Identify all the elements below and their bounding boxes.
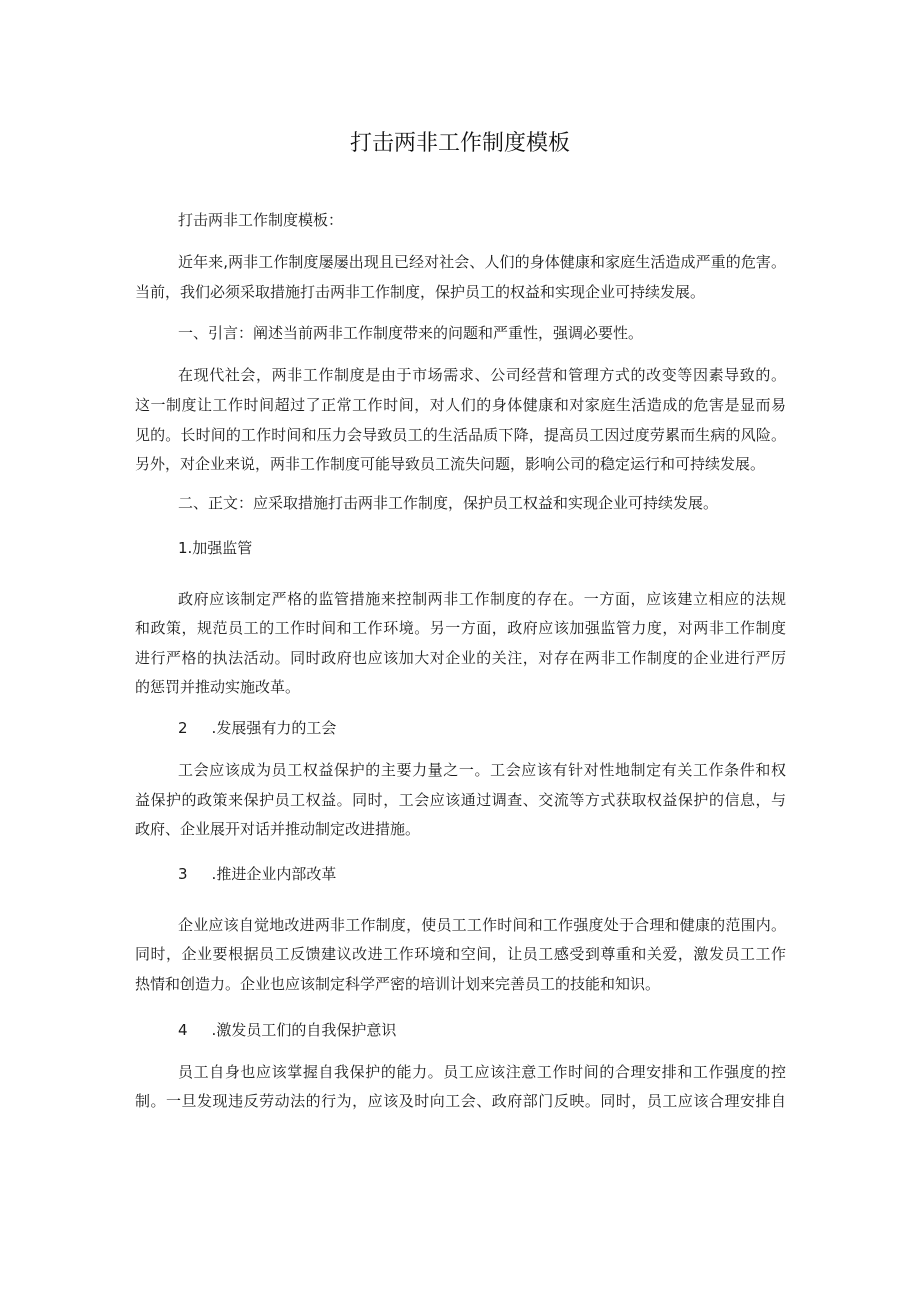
item3-heading bbox=[178, 863, 336, 885]
item1-line-2: 和政策，规范员工的工作时间和工作环境。另一方面，政府应该加强监管力度，对两非工作制度 bbox=[135, 619, 786, 637]
item4-line-1: 员工自身也应该掌握自我保护的能力。员工应该注意工作时间的合理安排和工作强度的控 bbox=[178, 1063, 786, 1081]
item3-line-3: 热情和创造力。企业也应该制定科学严密的培训计划来完善员工的技能和知识。 bbox=[135, 975, 661, 993]
section1-heading: 一、引言：阐述当前两非工作制度带来的问题和严重性，强调必要性。 bbox=[178, 324, 644, 342]
document-title: 打击两非工作制度模板 bbox=[349, 131, 570, 156]
section1-line-3: 见的。长时间的工作时间和压力会导致员工的生活品质下降，提高员工因过度劳累而生病的风险。 bbox=[135, 426, 786, 444]
item4-line-2: 制。一旦发现违反劳动法的行为，应该及时向工会、政府部门反映。同时，员工应该合理安排自 bbox=[135, 1092, 786, 1110]
item2-heading bbox=[178, 717, 336, 739]
item1-line-4: 的惩罚并推动实施改革。 bbox=[135, 678, 301, 696]
intro-line-1: 近年来,两非工作制度屡屡出现且已经对社会、人们的身体健康和家庭生活造成严重的危害。 bbox=[178, 253, 786, 271]
section1-line-1: 在现代社会，两非工作制度是由于市场需求、公司经营和管理方式的改变等因素导致的。 bbox=[178, 366, 786, 384]
intro-line-2: 当前，我们必须采取措施打击两非工作制度，保护员工的权益和实现企业可持续发展。 bbox=[135, 283, 706, 301]
item3-number: 3 bbox=[178, 865, 188, 883]
lead-label: 打击两非工作制度模板： bbox=[178, 211, 344, 229]
section2-heading: 二、正文：应采取措施打击两非工作制度，保护员工权益和实现企业可持续发展。 bbox=[178, 494, 719, 512]
item4-heading-text: .激发员工们的自我保护意识 bbox=[211, 1021, 397, 1039]
item3-heading-text: .推进企业内部改革 bbox=[211, 865, 337, 883]
section1-line-4: 另外，对企业来说，两非工作制度可能导致员工流失问题，影响公司的稳定运行和可持续发展。 bbox=[135, 455, 766, 473]
item1-line-1: 政府应该制定严格的监管措施来控制两非工作制度的存在。一方面，应该建立相应的法规 bbox=[178, 590, 786, 608]
item4-number: 4 bbox=[178, 1021, 188, 1039]
item2-line-3: 政府、企业展开对话并推动制定改进措施。 bbox=[135, 820, 421, 838]
item2-line-1: 工会应该成为员工权益保护的主要力量之一。工会应该有针对性地制定有关工作条件和权 bbox=[178, 761, 786, 779]
item3-line-1: 企业应该自觉地改进两非工作制度，使员工工作时间和工作强度处于合理和健康的范围内。 bbox=[178, 916, 786, 934]
section1-line-2: 这一制度让工作时间超过了正常工作时间，对人们的身体健康和对家庭生活造成的危害是显而易 bbox=[135, 396, 786, 414]
item2-number: 2 bbox=[178, 719, 188, 737]
item3-line-2: 同时，企业要根据员工反馈建议改进工作环境和空间，让员工感受到尊重和关爱，激发员工工作 bbox=[135, 945, 786, 963]
item1-heading: 1.加强监管 bbox=[178, 539, 253, 557]
item1-line-3: 进行严格的执法活动。同时政府也应该加大对企业的关注，对存在两非工作制度的企业进行严厉 bbox=[135, 649, 786, 667]
item4-heading bbox=[178, 1019, 396, 1041]
item2-line-2: 益保护的政策来保护员工权益。同时，工会应该通过调查、交流等方式获取权益保护的信息，与 bbox=[135, 791, 786, 809]
item2-heading-text: .发展强有力的工会 bbox=[211, 719, 337, 737]
